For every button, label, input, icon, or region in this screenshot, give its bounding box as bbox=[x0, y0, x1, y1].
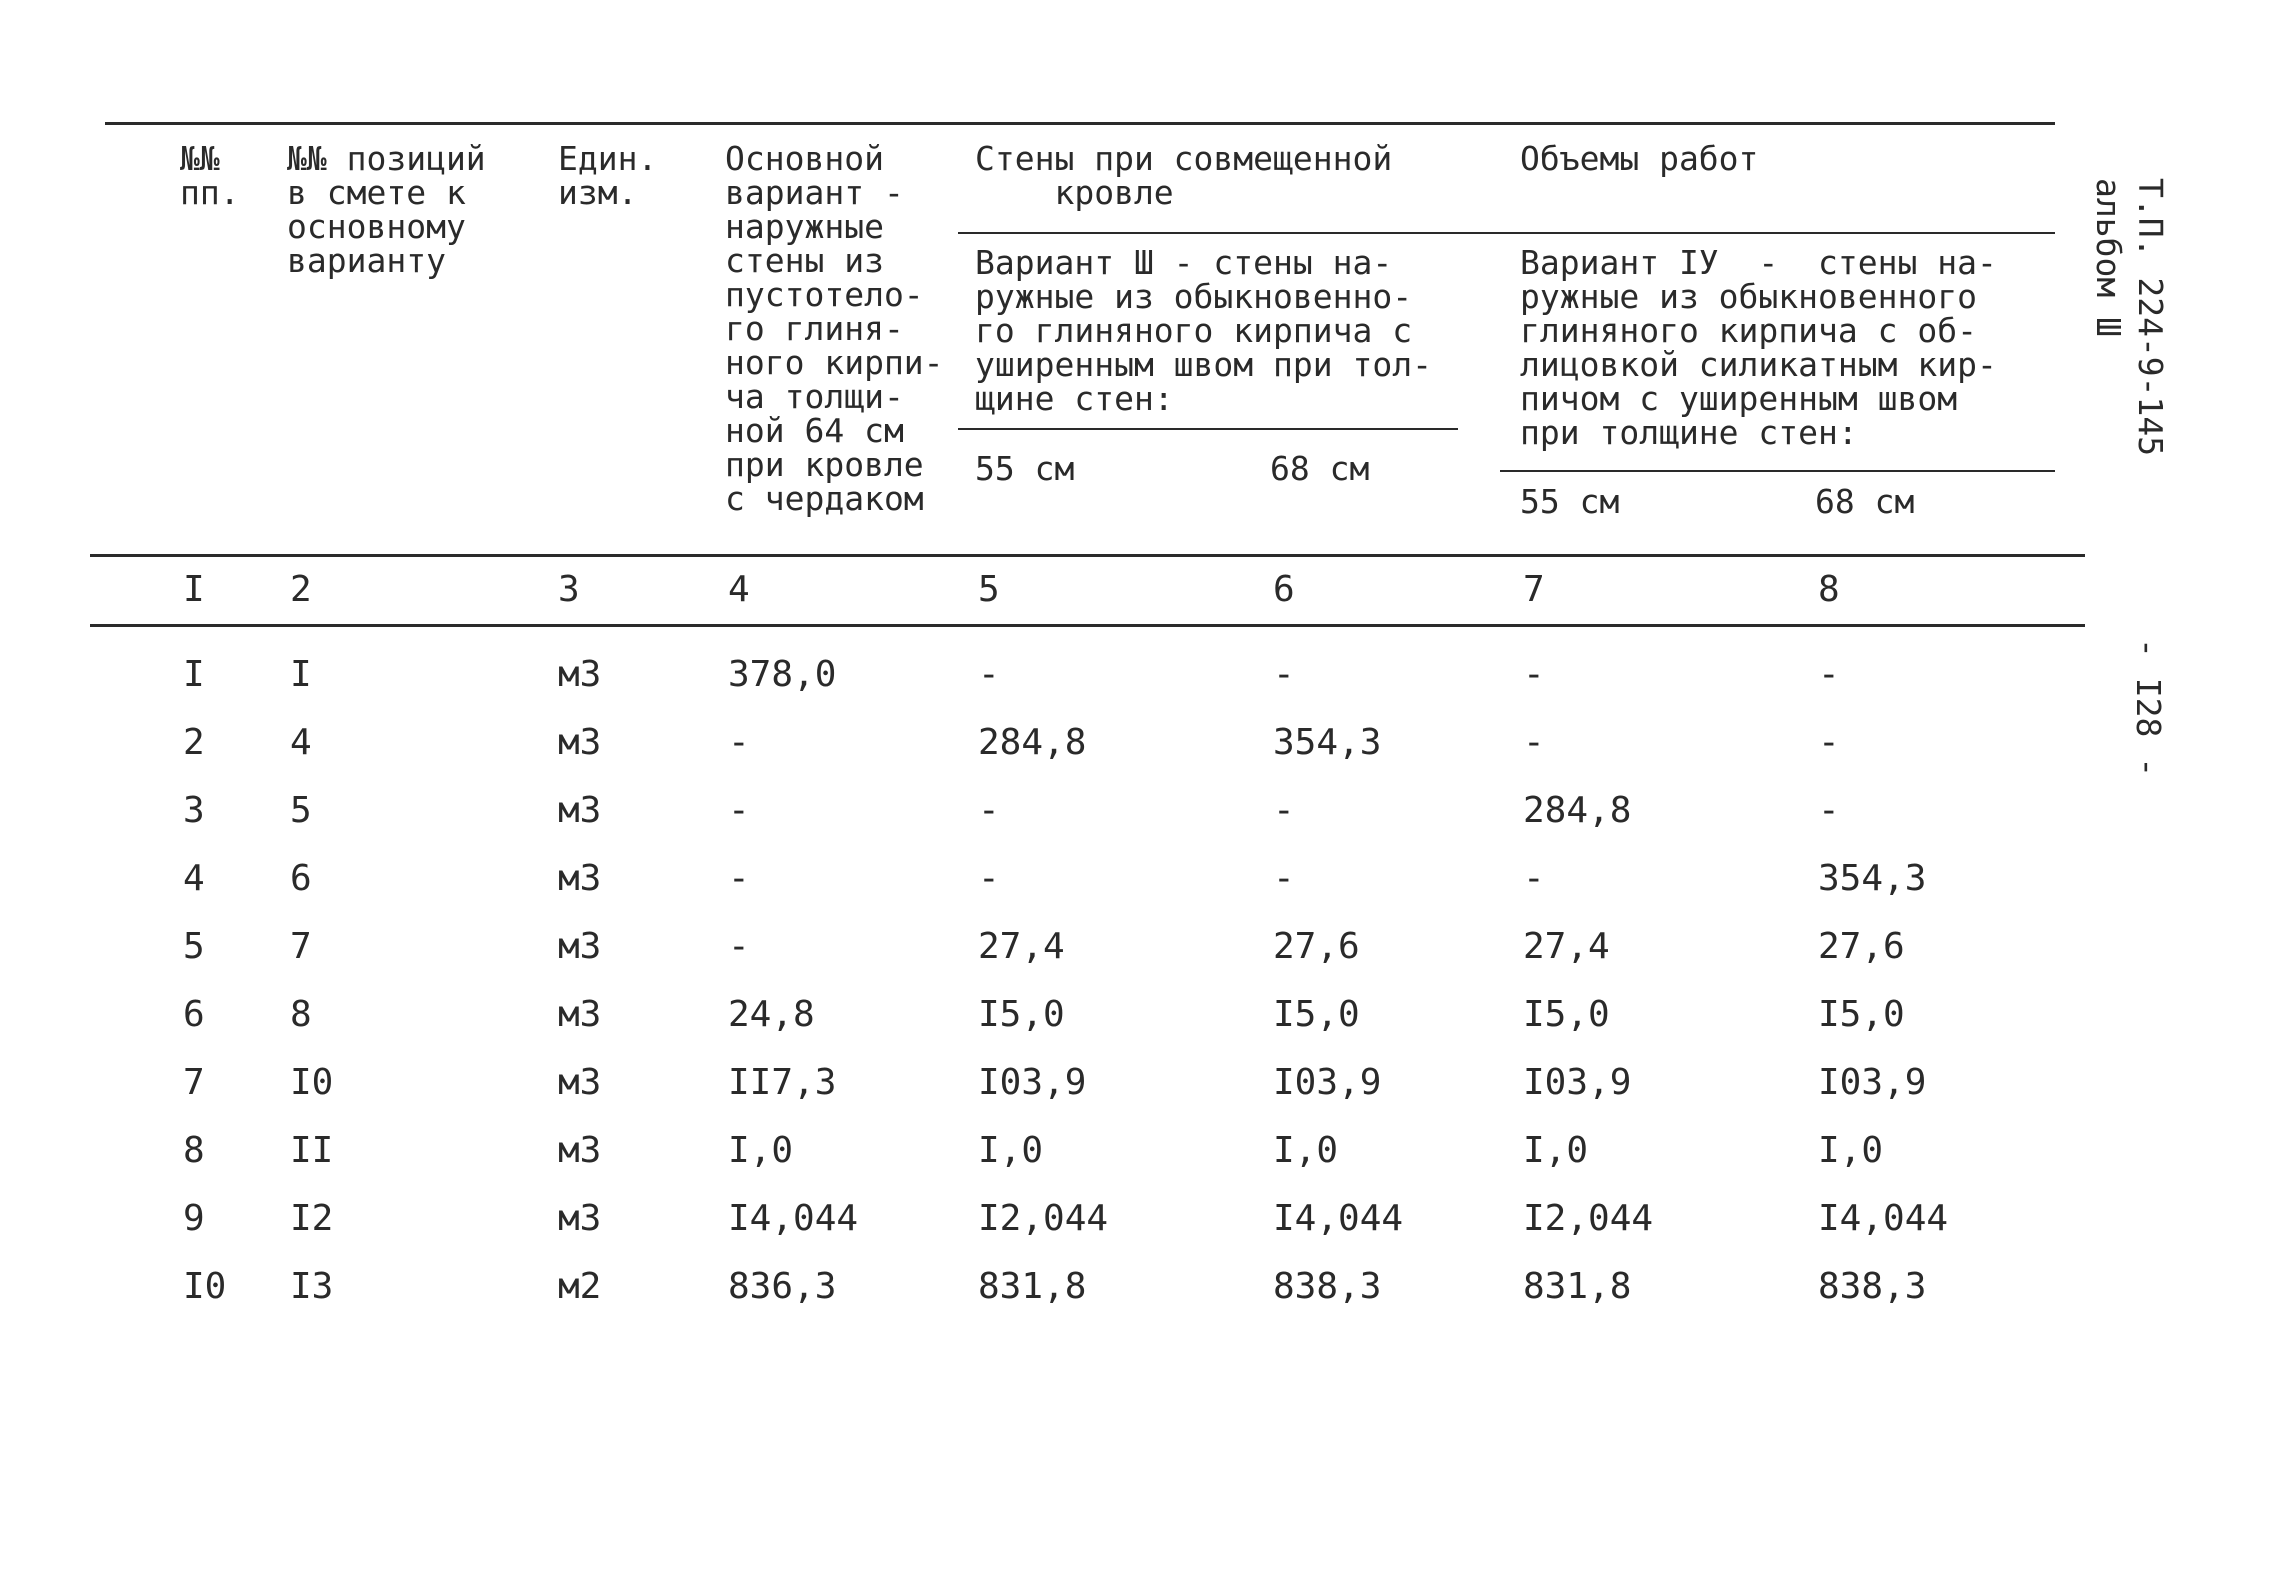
header-variant-4: Вариант IУ - стены на- ружные из обыкновенного глиняного кирпича с об- лицовкой силикатным кир- пичом с уширенным швом при толщине стен: bbox=[1520, 243, 1997, 452]
cell-unit: м3 bbox=[558, 1198, 602, 1239]
cell-unit: м3 bbox=[558, 1062, 602, 1103]
header-v3-68: 68 см bbox=[1270, 449, 1370, 488]
cell-v4-55: I2,044 bbox=[1523, 1198, 1654, 1239]
cell-v3-68: - bbox=[1273, 790, 1295, 831]
variant4-rule bbox=[1500, 470, 2055, 472]
cell-base-variant: I,0 bbox=[728, 1130, 794, 1171]
cell-row-number: 3 bbox=[183, 790, 205, 831]
cell-v3-55: 831,8 bbox=[978, 1266, 1087, 1307]
cell-base-variant: - bbox=[728, 722, 750, 763]
cell-position: I3 bbox=[290, 1266, 334, 1307]
header-variant-3: Вариант Ш - стены на- ружные из обыкновенно- го глиняного кирпича с уширенным швом при тол- щине стен: bbox=[975, 243, 1432, 418]
colnum-2: 2 bbox=[290, 569, 312, 610]
cell-v4-55: 27,4 bbox=[1523, 926, 1610, 967]
cell-v3-68: 838,3 bbox=[1273, 1266, 1382, 1307]
cell-position: 4 bbox=[290, 722, 312, 763]
cell-v4-68: I,0 bbox=[1818, 1130, 1884, 1171]
cell-row-number: I bbox=[183, 654, 205, 695]
cell-v3-55: - bbox=[978, 858, 1000, 899]
cell-unit: м3 bbox=[558, 722, 602, 763]
cell-v3-55: I2,044 bbox=[978, 1198, 1109, 1239]
cell-v4-68: I03,9 bbox=[1818, 1062, 1927, 1103]
header-col-base-variant: Основной вариант - наружные стены из пустотело- го глиня- ного кирпи- ча толщи- ной 64 см при кровле с чердаком bbox=[725, 139, 944, 518]
colnum-5: 5 bbox=[978, 569, 1000, 610]
cell-row-number: I0 bbox=[183, 1266, 227, 1307]
cell-v4-68: - bbox=[1818, 722, 1840, 763]
header-v4-68: 68 см bbox=[1815, 482, 1915, 521]
top-rule bbox=[105, 122, 2055, 125]
cell-unit: м3 bbox=[558, 790, 602, 831]
cell-v3-68: I5,0 bbox=[1273, 994, 1360, 1035]
cell-base-variant: - bbox=[728, 926, 750, 967]
cell-unit: м3 bbox=[558, 1130, 602, 1171]
cell-v3-55: I03,9 bbox=[978, 1062, 1087, 1103]
doc-code: Т.П. 224-9-145 bbox=[2131, 178, 2170, 457]
cell-v4-68: - bbox=[1818, 790, 1840, 831]
cell-v3-68: - bbox=[1273, 654, 1295, 695]
cell-v4-55: - bbox=[1523, 722, 1545, 763]
cell-row-number: 9 bbox=[183, 1198, 205, 1239]
cell-v4-55: 284,8 bbox=[1523, 790, 1632, 831]
header-col-number: №№ пп. bbox=[180, 139, 240, 212]
header-bottom-rule bbox=[90, 554, 2085, 557]
cell-v4-68: 354,3 bbox=[1818, 858, 1927, 899]
colnum-3: 3 bbox=[558, 569, 580, 610]
colnum-8: 8 bbox=[1818, 569, 1840, 610]
cell-row-number: 4 bbox=[183, 858, 205, 899]
cell-base-variant: - bbox=[728, 790, 750, 831]
cell-v3-55: I5,0 bbox=[978, 994, 1065, 1035]
variant3-rule bbox=[958, 428, 1458, 430]
cell-v4-55: I5,0 bbox=[1523, 994, 1610, 1035]
cell-row-number: 6 bbox=[183, 994, 205, 1035]
cell-v4-68: I5,0 bbox=[1818, 994, 1905, 1035]
cell-position: 7 bbox=[290, 926, 312, 967]
colnum-7: 7 bbox=[1523, 569, 1545, 610]
cell-unit: м3 bbox=[558, 926, 602, 967]
colnum-bottom-rule bbox=[90, 624, 2085, 627]
cell-v4-55: I03,9 bbox=[1523, 1062, 1632, 1103]
colnum-6: 6 bbox=[1273, 569, 1295, 610]
cell-base-variant: 24,8 bbox=[728, 994, 815, 1035]
cell-v3-68: I03,9 bbox=[1273, 1062, 1382, 1103]
cell-position: II bbox=[290, 1130, 334, 1171]
cell-v4-68: - bbox=[1818, 654, 1840, 695]
cell-v3-55: - bbox=[978, 790, 1000, 831]
cell-position: I0 bbox=[290, 1062, 334, 1103]
header-v3-55: 55 см bbox=[975, 449, 1075, 488]
cell-base-variant: I4,044 bbox=[728, 1198, 859, 1239]
objem-rule bbox=[958, 232, 2055, 234]
cell-v4-68: I4,044 bbox=[1818, 1198, 1949, 1239]
cell-v4-55: 831,8 bbox=[1523, 1266, 1632, 1307]
cell-position: I bbox=[290, 654, 312, 695]
cell-v3-68: I4,044 bbox=[1273, 1198, 1404, 1239]
cell-v3-55: 27,4 bbox=[978, 926, 1065, 967]
cell-v4-55: I,0 bbox=[1523, 1130, 1589, 1171]
cell-unit: м2 bbox=[558, 1266, 602, 1307]
cell-v3-55: 284,8 bbox=[978, 722, 1087, 763]
cell-base-variant: - bbox=[728, 858, 750, 899]
cell-position: 8 bbox=[290, 994, 312, 1035]
cell-unit: м3 bbox=[558, 654, 602, 695]
cell-position: 5 bbox=[290, 790, 312, 831]
header-col-unit: Един. изм. bbox=[558, 139, 658, 212]
cell-v4-68: 27,6 bbox=[1818, 926, 1905, 967]
cell-base-variant: 378,0 bbox=[728, 654, 837, 695]
header-group-volumes: Объемы работ bbox=[1520, 139, 1759, 178]
cell-v3-68: - bbox=[1273, 858, 1295, 899]
cell-v3-55: I,0 bbox=[978, 1130, 1044, 1171]
cell-row-number: 8 bbox=[183, 1130, 205, 1171]
cell-v3-55: - bbox=[978, 654, 1000, 695]
cell-row-number: 7 bbox=[183, 1062, 205, 1103]
header-col-position: №№ позиций в смете к основному варианту bbox=[287, 139, 486, 280]
header-v4-55: 55 см bbox=[1520, 482, 1620, 521]
cell-row-number: 2 bbox=[183, 722, 205, 763]
cell-base-variant: II7,3 bbox=[728, 1062, 837, 1103]
header-group-combined-roof: Стены при совмещенной кровле bbox=[975, 139, 1393, 212]
cell-row-number: 5 bbox=[183, 926, 205, 967]
colnum-4: 4 bbox=[728, 569, 750, 610]
cell-v4-55: - bbox=[1523, 858, 1545, 899]
cell-unit: м3 bbox=[558, 858, 602, 899]
cell-v4-55: - bbox=[1523, 654, 1545, 695]
cell-v3-68: 27,6 bbox=[1273, 926, 1360, 967]
cell-v3-68: 354,3 bbox=[1273, 722, 1382, 763]
cell-position: I2 bbox=[290, 1198, 334, 1239]
page-number: - I28 - bbox=[2129, 638, 2168, 778]
cell-v4-68: 838,3 bbox=[1818, 1266, 1927, 1307]
album-label: альбом Ш bbox=[2089, 178, 2128, 337]
cell-unit: м3 bbox=[558, 994, 602, 1035]
colnum-1: I bbox=[183, 569, 205, 610]
cell-position: 6 bbox=[290, 858, 312, 899]
cell-base-variant: 836,3 bbox=[728, 1266, 837, 1307]
cell-v3-68: I,0 bbox=[1273, 1130, 1339, 1171]
